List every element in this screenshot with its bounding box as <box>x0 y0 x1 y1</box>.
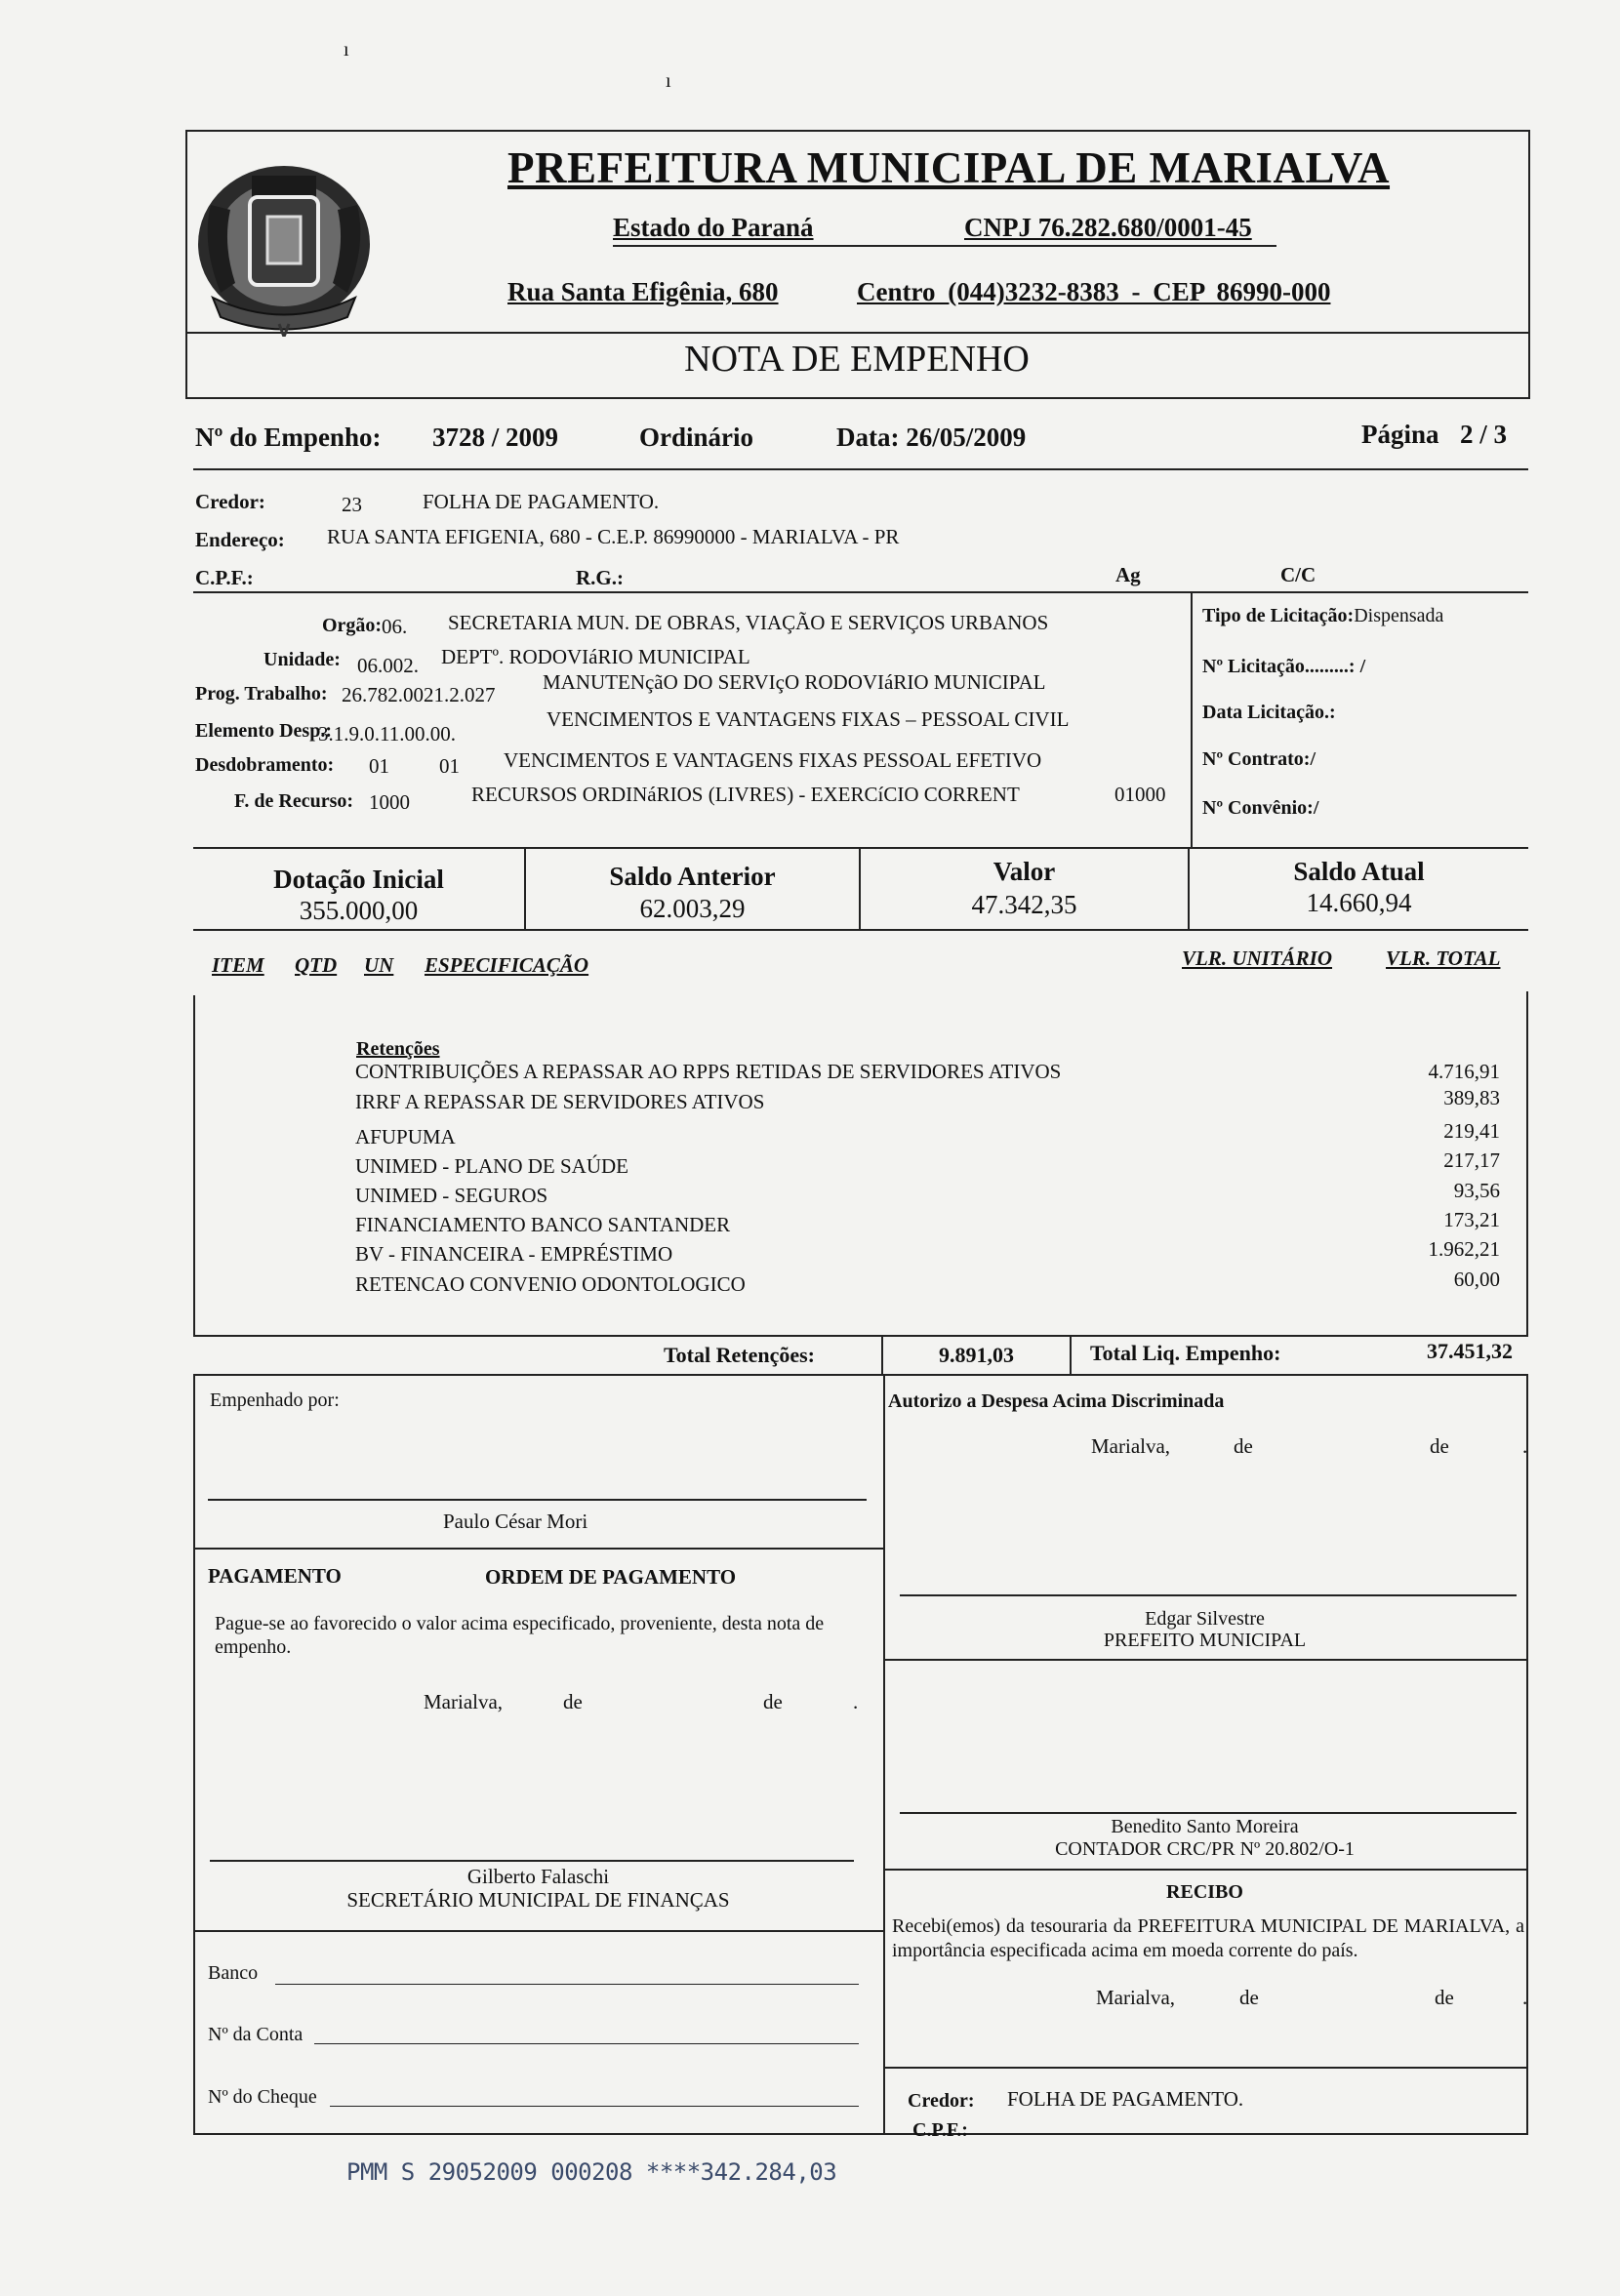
banco-field[interactable] <box>275 1984 859 1985</box>
retencao-desc: IRRF A REPASSAR DE SERVIDORES ATIVOS <box>355 1090 765 1113</box>
banco-label: Banco <box>208 1962 259 1984</box>
recibo-title: RECIBO <box>1166 1881 1243 1903</box>
empenho-type: Ordinário <box>639 423 754 452</box>
desdobramento-label: Desdobramento: <box>195 754 335 776</box>
saldo-anterior-label: Saldo Anterior <box>609 862 776 891</box>
recibo-place: Marialva, <box>1096 1986 1176 2009</box>
pagamento-de1: de <box>563 1690 583 1713</box>
saldo-atual-value: 14.660,94 <box>1306 888 1412 917</box>
autorizo-de2: de <box>1430 1434 1449 1458</box>
numero-licitacao: Nº Licitação.........: / <box>1202 656 1366 677</box>
unidade-name: DEPTº. RODOVIáRIO MUNICIPAL <box>441 645 750 668</box>
retencao-value: 389,83 <box>1443 1086 1500 1109</box>
coat-of-arms-logo <box>191 137 377 337</box>
ag-label: Ag <box>1115 563 1141 586</box>
numero-contrato: Nº Contrato:/ <box>1202 748 1316 770</box>
prefeito-role: PREFEITO MUNICIPAL <box>1103 1630 1307 1651</box>
saldo-atual-label: Saldo Atual <box>1293 857 1425 886</box>
orgao-label: Orgão: <box>322 615 383 636</box>
desdobramento-name: VENCIMENTOS E VANTAGENS FIXAS PESSOAL EFETIVO <box>504 748 1042 772</box>
valor-value: 47.342,35 <box>971 890 1077 919</box>
ordem-pagamento-label: ORDEM DE PAGAMENTO <box>485 1565 737 1589</box>
autorizo-de1: de <box>1234 1434 1253 1458</box>
col-item: ITEM <box>212 953 264 977</box>
autorizo-place: Marialva, <box>1091 1434 1171 1458</box>
recibo-de1: de <box>1239 1986 1259 2009</box>
retencao-value: 1.962,21 <box>1428 1237 1500 1261</box>
pagamento-dot: . <box>853 1690 859 1713</box>
endereco-value: RUA SANTA EFIGENIA, 680 - C.E.P. 86990000 - MARIALVA - PR <box>327 525 900 548</box>
retencao-value: 173,21 <box>1443 1208 1500 1231</box>
recurso-label: F. de Recurso: <box>234 790 354 812</box>
page-title: PREFEITURA MUNICIPAL DE MARIALVA <box>507 143 1391 192</box>
address-district: Centro (044)3232-8383 - CEP 86990-000 <box>857 277 1331 306</box>
saldo-anterior-value: 62.003,29 <box>639 894 746 923</box>
retencao-desc: UNIMED - PLANO DE SAÚDE <box>355 1154 628 1178</box>
recurso-name: RECURSOS ORDINáRIOS (LIVRES) - EXERCíCIO CORRENT <box>471 783 1020 806</box>
autorizo-title: Autorizo a Despesa Acima Discriminada <box>888 1390 1225 1412</box>
col-vlr-unitario: VLR. UNITÁRIO <box>1182 947 1333 970</box>
footer-authentication-stamp: PMM S 29052009 000208 ****342.284,03 <box>346 2158 837 2186</box>
elemento-name: VENCIMENTOS E VANTAGENS FIXAS – PESSOAL CIVIL <box>547 707 1070 731</box>
contador-name: Benedito Santo Moreira <box>1111 1816 1299 1837</box>
document-title: NOTA DE EMPENHO <box>684 339 1030 380</box>
empenho-date: Data: 26/05/2009 <box>836 423 1027 452</box>
pagamento-text: Pague-se ao favorecido o valor acima especificado, proveniente, desta nota de empenho. <box>215 1613 825 1658</box>
credor-code: 23 <box>342 493 362 516</box>
col-un: UN <box>364 953 394 977</box>
prog-code: 26.782.0021.2.027 <box>342 683 496 706</box>
valor-label: Valor <box>992 857 1056 886</box>
data-licitacao: Data Licitação.: <box>1202 702 1336 723</box>
credor-label: Credor: <box>195 490 265 513</box>
col-especificacao: ESPECIFICAÇÃO <box>425 953 589 977</box>
desdobramento-code1: 01 <box>369 754 389 778</box>
elemento-label: Elemento Desp.: <box>195 720 332 742</box>
unidade-code: 06.002. <box>357 654 419 677</box>
conta-label: Nº da Conta <box>208 2024 304 2045</box>
recibo-text: Recebi(emos) da tesouraria da PREFEITURA MUNICIPAL DE MARIALVA, a importância especificada acima em moeda corrente do país. <box>892 1915 1524 1961</box>
retencao-value: 219,41 <box>1443 1119 1500 1143</box>
cnpj-label: CNPJ 76.282.680/0001-45 <box>964 213 1252 242</box>
rg-label: R.G.: <box>576 566 624 589</box>
empenhado-signer: Paulo César Mori <box>443 1510 588 1533</box>
retencao-desc: CONTRIBUIÇÕES A REPASSAR AO RPPS RETIDAS DE SERVIDORES ATIVOS <box>355 1060 1062 1083</box>
prog-label: Prog. Trabalho: <box>195 683 328 705</box>
dotacao-label: Dotação Inicial <box>273 865 444 894</box>
recibo-credor-value: FOLHA DE PAGAMENTO. <box>1007 2087 1244 2111</box>
page-label: Página <box>1361 420 1439 449</box>
recurso-code: 1000 <box>369 790 410 814</box>
tipo-licitacao: Tipo de Licitação:Dispensada <box>1202 605 1444 626</box>
orgao-code: 06. <box>382 615 408 638</box>
page-number: 2 / 3 <box>1460 420 1508 449</box>
col-vlr-total: VLR. TOTAL <box>1386 947 1501 970</box>
secretario-role: SECRETÁRIO MUNICIPAL DE FINANÇAS <box>346 1888 730 1912</box>
pagamento-de2: de <box>763 1690 783 1713</box>
recibo-cpf-label: C.P.F.: <box>912 2119 968 2141</box>
pagamento-label: PAGAMENTO <box>208 1564 342 1588</box>
total-liquido-label: Total Liq. Empenho: <box>1090 1341 1281 1365</box>
retencoes-title: Retenções <box>356 1038 440 1060</box>
pagamento-place: Marialva, <box>424 1690 504 1713</box>
retencao-value: 93,56 <box>1453 1179 1500 1202</box>
cheque-label: Nº do Cheque <box>208 2086 317 2108</box>
empenho-number-label: Nº do Empenho: <box>195 423 382 452</box>
dotacao-value: 355.000,00 <box>299 896 419 925</box>
total-retencoes-value: 9.891,03 <box>939 1343 1014 1367</box>
retencao-value: 60,00 <box>1453 1268 1500 1291</box>
recibo-de2: de <box>1435 1986 1454 2009</box>
unidade-label: Unidade: <box>263 649 341 670</box>
retencao-desc: BV - FINANCEIRA - EMPRÉSTIMO <box>355 1242 673 1266</box>
contador-role: CONTADOR CRC/PR Nº 20.802/O-1 <box>1055 1838 1355 1860</box>
recurso-code2: 01000 <box>1114 783 1166 806</box>
retencao-desc: FINANCIAMENTO BANCO SANTANDER <box>355 1213 731 1236</box>
retencao-desc: RETENCAO CONVENIO ODONTOLOGICO <box>355 1272 746 1296</box>
empenho-number: 3728 / 2009 <box>432 423 559 452</box>
scan-mark: ı <box>666 70 671 92</box>
orgao-name: SECRETARIA MUN. DE OBRAS, VIAÇÃO E SERVIÇOS URBANOS <box>448 611 1049 634</box>
recibo-dot: . <box>1522 1986 1528 2009</box>
conta-field[interactable] <box>314 2043 859 2044</box>
retencao-desc: UNIMED - SEGUROS <box>355 1184 548 1207</box>
cheque-field[interactable] <box>330 2106 859 2107</box>
recibo-credor-label: Credor: <box>908 2090 975 2112</box>
endereco-label: Endereço: <box>195 528 285 551</box>
total-liquido-value: 37.451,32 <box>1427 1339 1513 1363</box>
numero-convenio: Nº Convênio:/ <box>1202 797 1319 819</box>
col-qtd: QTD <box>295 953 338 977</box>
autorizo-dot: . <box>1522 1434 1528 1458</box>
prefeito-name: Edgar Silvestre <box>1145 1608 1265 1630</box>
total-retencoes-label: Total Retenções: <box>664 1343 815 1367</box>
credor-name: FOLHA DE PAGAMENTO. <box>423 490 660 513</box>
desdobramento-code2: 01 <box>439 754 460 778</box>
state-label: Estado do Paraná <box>613 213 814 242</box>
secretario-name: Gilberto Falaschi <box>466 1865 610 1888</box>
retencao-value: 4.716,91 <box>1428 1060 1500 1083</box>
cpf-label: C.P.F.: <box>195 566 254 589</box>
address-street: Rua Santa Efigênia, 680 <box>507 277 779 306</box>
empenhado-label: Empenhado por: <box>210 1390 340 1411</box>
scan-mark: ı <box>344 39 349 60</box>
cc-label: C/C <box>1280 563 1316 586</box>
retencao-value: 217,17 <box>1443 1148 1500 1172</box>
prog-name: MANUTENçãO DO SERVIçO RODOVIáRIO MUNICIPAL <box>543 670 1046 694</box>
retencao-desc: AFUPUMA <box>355 1125 456 1148</box>
elemento-code: 3.1.9.0.11.00.00. <box>318 722 456 745</box>
